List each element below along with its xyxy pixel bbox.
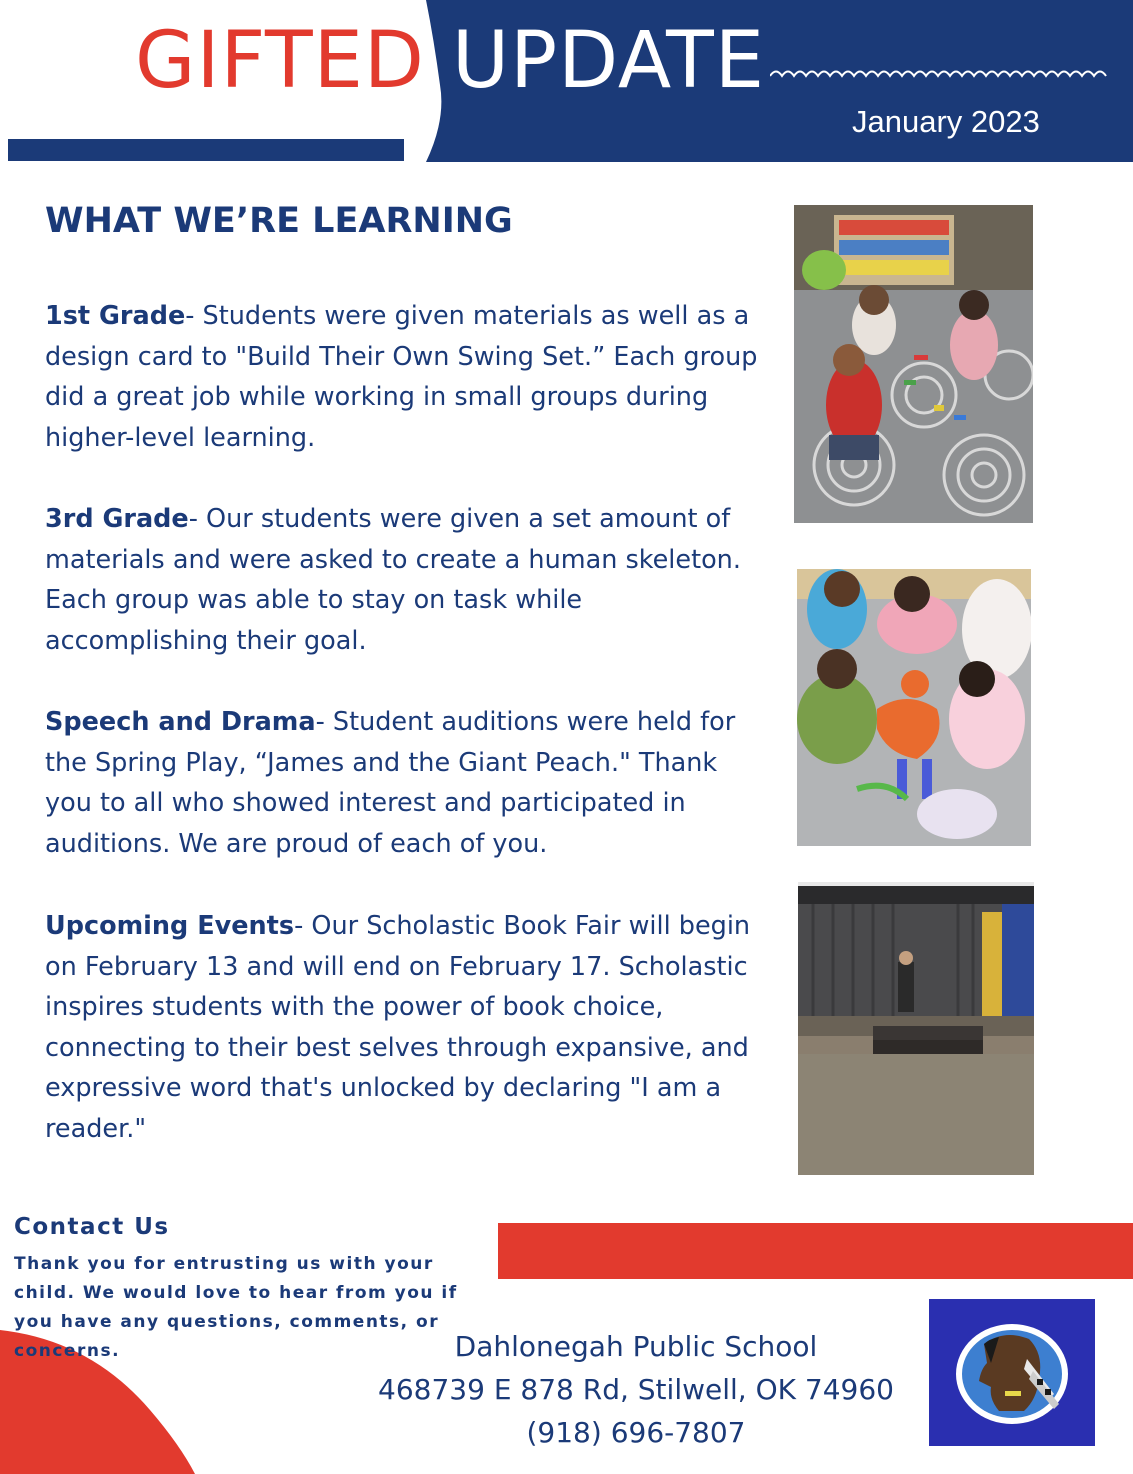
school-address: 468739 E 878 Rd, Stilwell, OK 74960	[378, 1373, 894, 1406]
photo-swing-set-activity	[794, 205, 1033, 523]
newsletter-date: January 2023	[852, 104, 1040, 139]
footer-red-bar	[498, 1223, 1133, 1279]
paragraph-text: - Student auditions were held for the Spring Play, “James and the Giant Peach." Thank you to all who showed interest and participated in auditions. We are proud of each of you.	[45, 707, 736, 859]
paragraph-text: - Students were given materials as well as a design card to "Build Their Own Swing Set.” Each group did a great job while working in small groups during higher-level learning.	[45, 301, 758, 453]
paragraph-label: 3rd Grade	[45, 504, 189, 534]
contact-text: Thank you for entrusting us with your child. We would love to hear from you if you have any questions, comments, or concerns.	[14, 1254, 458, 1361]
paragraph-text: - Our Scholastic Book Fair will begin on February 13 and will end on February 17. Scholastic inspires students with the power of book choice, connecting to their best selves through expansive, and expressive word that's unlocked by declaring "I am a reader."	[45, 911, 751, 1144]
school-phone: (918) 696-7807	[526, 1416, 746, 1449]
paragraph-label: 1st Grade	[45, 301, 186, 331]
paragraph-3rd-grade	[45, 499, 765, 661]
photo-stage-auditions	[798, 882, 1034, 1175]
title-gifted: GIFTED	[135, 16, 425, 106]
paragraph-label: Speech and Drama	[45, 707, 316, 737]
paragraph-speech-drama	[45, 702, 765, 864]
header-underline-bar	[8, 139, 404, 161]
paragraph-text: - Our students were given a set amount of materials and were asked to create a human skeleton. Each group was able to stay on task while accomplishing their goal.	[45, 504, 741, 656]
paragraph-1st-grade	[45, 296, 765, 458]
school-logo	[929, 1299, 1095, 1446]
paragraph-label: Upcoming Events	[45, 911, 295, 941]
wave-decoration	[770, 66, 1115, 86]
photo-skeleton-activity	[797, 569, 1031, 846]
paragraph-upcoming-events	[45, 906, 765, 1149]
title-update: UPDATE	[452, 16, 766, 106]
contact-heading: Contact Us	[14, 1214, 170, 1240]
section-heading: WHAT WE’RE LEARNING	[45, 201, 513, 241]
school-name: Dahlonegah Public School	[454, 1330, 818, 1363]
